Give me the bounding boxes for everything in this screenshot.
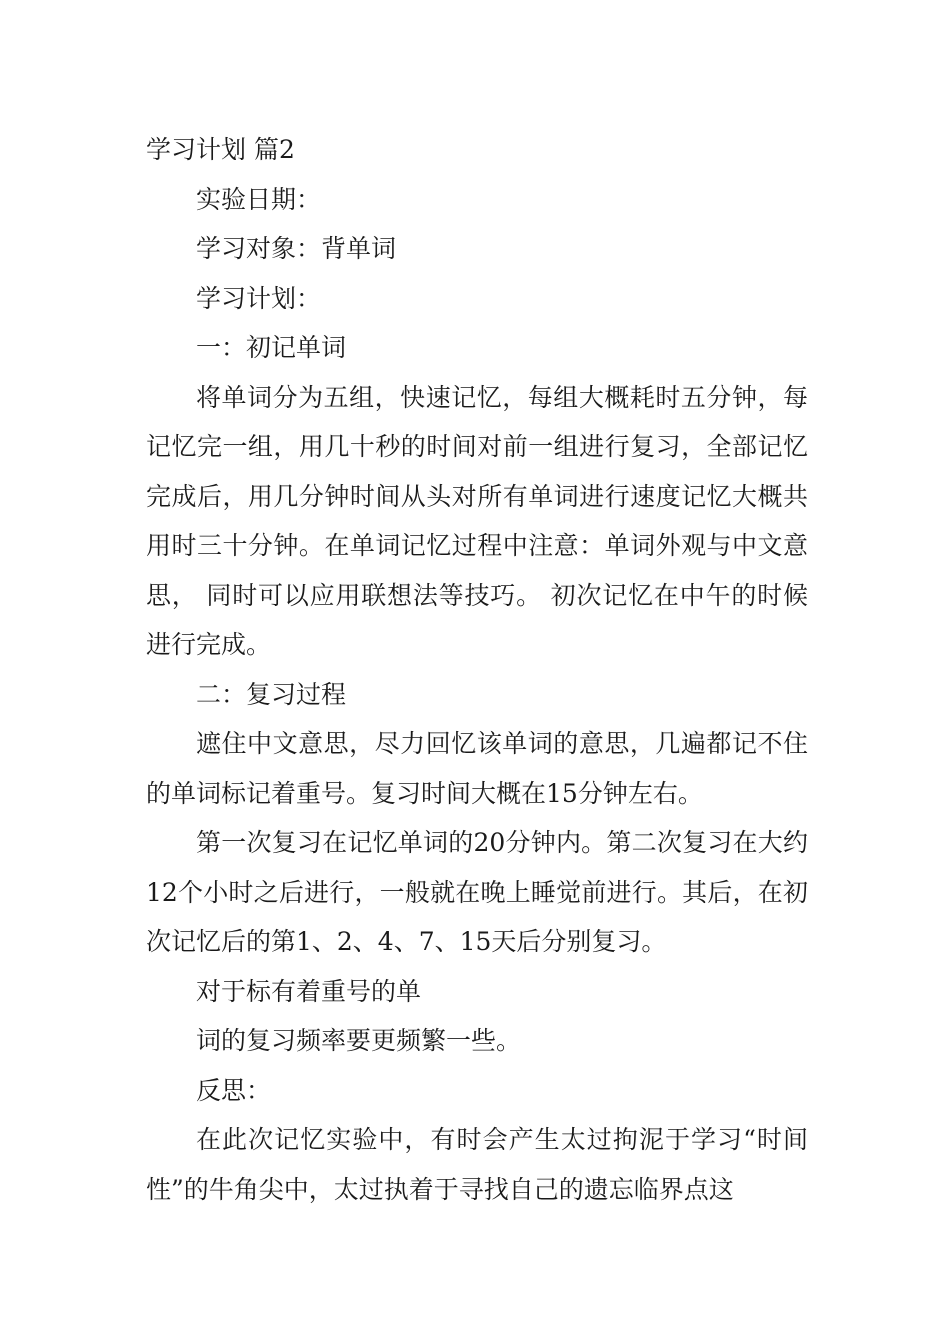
paragraph-initial-memorization: 将单词分为五组，快速记忆，每组大概耗时五分钟，每记忆完一组，用几十秒的时间对前一组进行复习，全部记忆完成后，用几分钟时间从头对所有单词进行速度记忆大概共用时三十分钟。在单词记忆过程中注意：单词外观与中文意思， 同时可以应用联想法等技巧。 初次记忆在中午的时候进行完成。	[146, 382, 808, 659]
section-heading-initial-memorization: 一：初记单词	[196, 333, 347, 362]
section-heading-review-process: 二：复习过程	[196, 679, 347, 709]
experiment-date: 实验日期：	[196, 184, 322, 214]
paragraph-review-method: 遮住中文意思，尽力回忆该单词的意思，几遍都记不住的单词标记着重号。复习时间大概在15分钟左右。	[146, 729, 808, 808]
paragraph-marked-words-part1: 对于标有着重号的单	[196, 976, 422, 1006]
study-subject: 学习对象：背单词	[196, 234, 397, 263]
paragraph-review-schedule: 第一次复习在记忆单词的20分钟内。第二次复习在大约12个小时之后进行，一般就在晚上睡觉前进行。其后，在初次记忆后的第1、2、4、7、15天后分别复习。	[146, 828, 808, 956]
document-title: 学习计划 篇2	[146, 135, 295, 164]
paragraph-marked-words-part2: 词的复习频率要更频繁一些。	[196, 1026, 522, 1055]
paragraph-reflection: 在此次记忆实验中，有时会产生太过拘泥于学习“时间性”的牛角尖中，太过执着于寻找自己的遗忘临界点这	[146, 1125, 808, 1204]
reflection-heading: 反思：	[196, 1075, 272, 1105]
study-plan-heading: 学习计划：	[196, 283, 322, 313]
document-body	[146, 125, 808, 1214]
